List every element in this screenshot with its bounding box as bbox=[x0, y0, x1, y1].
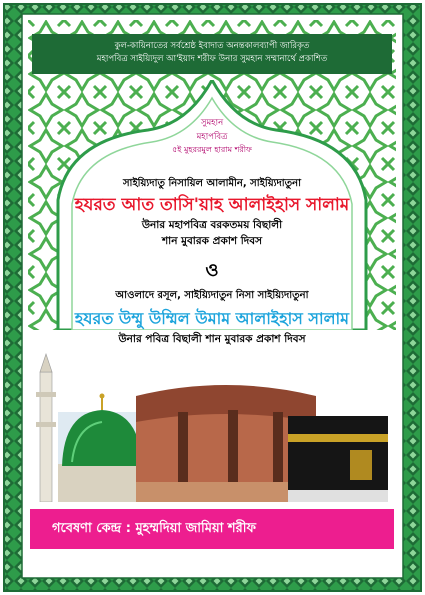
green-dome-image bbox=[58, 394, 146, 503]
conjunction: ও bbox=[205, 260, 219, 281]
second-intro: আওলাদে রসূল, সাইয়্যিদাতুন নিসা সাইয়্যিদাতুনা bbox=[115, 290, 309, 301]
top-banner bbox=[32, 34, 392, 74]
poster-panel bbox=[28, 20, 396, 572]
footer-banner: গবেষণা কেন্দ্র : মুহম্মদিয়া জামিয়া শরীফ bbox=[30, 509, 394, 549]
banner-line-2: মহাপবিত্র সাইয়্যিদুল আ'ইয়াদ শরীফ উনার সুমহান সম্মানার্থে প্রকাশিত bbox=[96, 54, 328, 64]
minaret-image bbox=[36, 354, 56, 502]
banner-line-1: কুল-কায়িনাতের সর্বশ্রেষ্ঠ ইবাদাত অনন্তকালব্যাপী জারিকৃত bbox=[114, 41, 310, 51]
calligraphy-line-3: ৫ই মুহররমুল হারাম শরীফ bbox=[172, 145, 252, 154]
photo-collage bbox=[28, 352, 396, 502]
first-line-1: উনার মহাপবিত্র বরকতময় বিছালী bbox=[141, 219, 283, 231]
second-line-1: উনার পবিত্র বিছালী শান মুবারক প্রকাশ দিবস bbox=[118, 333, 306, 345]
calligraphy-line-1: সুমহান bbox=[200, 118, 224, 128]
calligraphy-line-2: মহাপবিত্র bbox=[196, 132, 228, 142]
kaaba-image bbox=[288, 416, 388, 502]
first-line-2: শান মুবারক প্রকাশ দিবস bbox=[161, 235, 263, 247]
second-name: হযরত উম্মু উম্মিল উমাম আলাইহাস সালাম bbox=[74, 309, 350, 328]
first-name: হযরত আত তাসি'য়াহ আলাইহাস সালাম bbox=[74, 195, 350, 215]
first-intro: সাইয়্যিদাতু নিসায়িল আলামীন, সাইয়্যিদাতুনা bbox=[122, 178, 302, 189]
